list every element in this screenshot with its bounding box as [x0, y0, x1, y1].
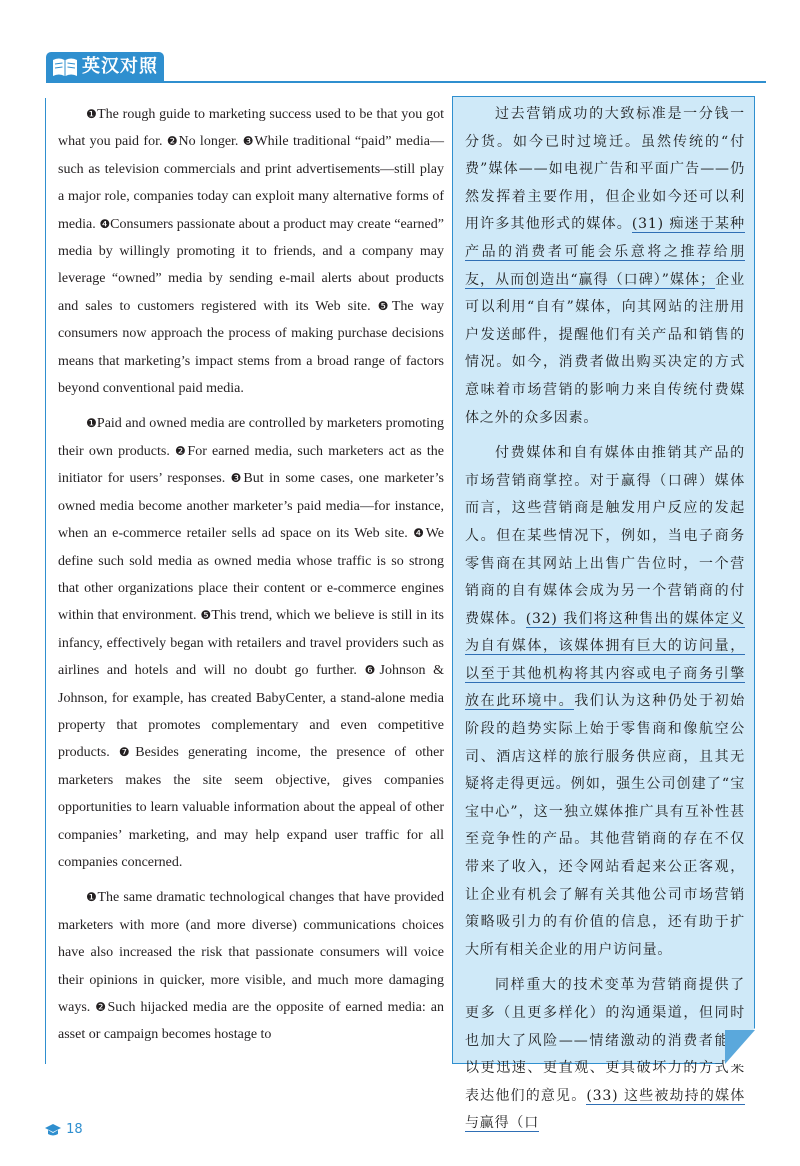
- chinese-translation-panel: [452, 96, 755, 1132]
- english-sentence: Johnson & Johnson, for example, has created BabyCenter, a stand-alone media property that promotes complementary and even competitive products.: [58, 663, 445, 761]
- header-rule: [46, 81, 766, 83]
- header-title: 英汉对照: [82, 56, 158, 77]
- english-sentence: Such hijacked media are the opposite of earned media: an asset or campaign becomes hostage to: [58, 1000, 444, 1043]
- english-sentence: For earned media, such marketers act as the initiator for users’ responses.: [58, 443, 444, 487]
- graduation-cap-icon: [44, 1123, 62, 1137]
- sentence-number-badge: ❸: [230, 471, 244, 486]
- chinese-text-column: [465, 101, 745, 1146]
- sentence-number-badge: ❸: [242, 134, 255, 149]
- sentence-number-badge: ❺: [377, 298, 392, 313]
- sentence-number-badge: ❹: [413, 526, 426, 541]
- left-margin-rule: [45, 98, 46, 1064]
- english-sentence: The rough guide to marketing success used to be that you got what you paid for.: [58, 107, 444, 150]
- sentence-number-badge: ❷: [95, 1000, 108, 1014]
- chinese-paragraph-2: [465, 440, 745, 964]
- underlined-translation-question: (31) 痴迷于某种产品的消费者可能会乐意将之推荐给朋友，从而创造出“赢得（口碑）”媒体；: [465, 216, 745, 288]
- header-tab: [46, 52, 164, 82]
- page-number: 18: [66, 1122, 83, 1137]
- english-sentence: This trend, which we believe is still in its infancy, effectively began with retailers and travel providers such as airlines and hotels and will no doubt go further.: [58, 608, 445, 679]
- chinese-sentence: 付费媒体和自有媒体由推销其产品的市场营销商掌控。对于赢得（口碑）媒体而言，这些营销商是触发用户反应的发起人。但在某些情况下，例如，当电子商务零售商在其网站上出售广告位时，一个营销商的自有媒体会成为另一个营销商的付费媒体。: [465, 445, 745, 627]
- chinese-paragraph-3: [465, 972, 745, 1138]
- page-curl-flap: [725, 1030, 755, 1064]
- english-paragraph-1: [58, 101, 444, 402]
- english-sentence: Consumers passionate about a product may create “earned” media by willingly promoting it to friends, and a company may leverage “owned” media by sending e-mail alerts about products and sales to customers registered with its Web site.: [58, 216, 444, 314]
- english-sentence: But in some cases, one marketer’s owned media become another marketer’s paid media—for instance, when an e-commerce retailer sells ad space on its Web site.: [58, 471, 444, 542]
- section-header: [46, 52, 766, 82]
- english-paragraph-2: [58, 410, 444, 876]
- chinese-sentence: 同样重大的技术变革为营销商提供了更多（且更多样化）的沟通渠道，但同时也加大了风险——情绪激动的消费者能够以更迅速、更直观、更具破坏力的方式来表达他们的意见。: [465, 977, 745, 1104]
- sentence-number-badge: ❶: [86, 416, 97, 431]
- english-sentence: Besides generating income, the presence of other marketers makes the site seem objective, gives companies opportunities to learn valuable information about the appeal of other companies’ marketing, and may help expand user traffic for all companies concerned.: [58, 745, 444, 870]
- english-sentence: The way consumers now approach the process of making purchase decisions means that marketing’s impact stems from a broad range of factors beyond conventional paid media.: [58, 298, 444, 397]
- english-sentence: No longer.: [178, 134, 243, 150]
- sentence-number-badge: ❷: [166, 134, 179, 149]
- chinese-sentence: 企业可以利用“自有”媒体，向其网站的注册用户发送邮件，提醒他们有关产品和销售的情况。如今，消费者做出购买决定的方式意味着市场营销的影响力来自传统付费媒体之外的众多因素。: [465, 271, 745, 426]
- sentence-number-badge: ❼: [118, 745, 136, 760]
- sentence-number-badge: ❶: [86, 107, 98, 121]
- page-footer: [44, 1122, 83, 1142]
- sentence-number-badge: ❺: [200, 608, 212, 623]
- sentence-number-badge: ❻: [364, 663, 380, 678]
- chinese-paragraph-1: [465, 101, 745, 432]
- sentence-number-badge: ❷: [174, 443, 188, 458]
- chinese-sentence: 过去营销成功的大致标准是一分钱一分货。如今已时过境迁。虽然传统的“付费”媒体——如电视广告和平面广告——仍然发挥着主要作用，但企业如今还可以利用许多其他形式的媒体。: [465, 106, 745, 233]
- chinese-sentence: 我们认为这种仍处于初始阶段的趋势实际上始于零售商和像航空公司、酒店这样的旅行服务供应商，且其无疑将走得更远。例如，强生公司创建了“宝宝中心”，这一独立媒体推广具有互补性甚至竞争性的产品。其他营销商的存在不仅带来了收入，还令网站看起来公正客观，让企业有机会了解有关其他公司市场营销策略吸引力的有价值的信息，还有助于扩大所有相关企业的用户访问量。: [465, 693, 745, 958]
- sentence-number-badge: ❶: [86, 890, 98, 905]
- english-paragraph-3: [58, 884, 444, 1048]
- english-text-column: [58, 101, 444, 1057]
- english-sentence: Paid and owned media are controlled by marketers promoting their own products.: [58, 416, 444, 459]
- english-sentence: The same dramatic technological changes that have provided marketers with more (and more diverse) communications choices have also increased the risk that passionate consumers will voice their opinions in quicker, more visible, and much more damaging ways.: [58, 890, 444, 1015]
- open-book-icon: [52, 57, 78, 77]
- underlined-translation-question: (32) 我们将这种售出的媒体定义为自有媒体，该媒体拥有巨大的访问量，以至于其他机构将其内容或电子商务引擎放在此环境中。: [465, 610, 745, 710]
- underlined-translation-question: (33) 这些被劫持的媒体与赢得（口: [465, 1087, 745, 1132]
- english-sentence: We define such sold media as owned media whose traffic is so strong that other organizations place their content or e-commerce engines within that environment.: [58, 526, 444, 624]
- sentence-number-badge: ❹: [99, 216, 111, 231]
- english-sentence: While traditional “paid” media—such as television commercials and print advertisements—still play a major role, companies today can exploit many alternative forms of media.: [58, 134, 444, 232]
